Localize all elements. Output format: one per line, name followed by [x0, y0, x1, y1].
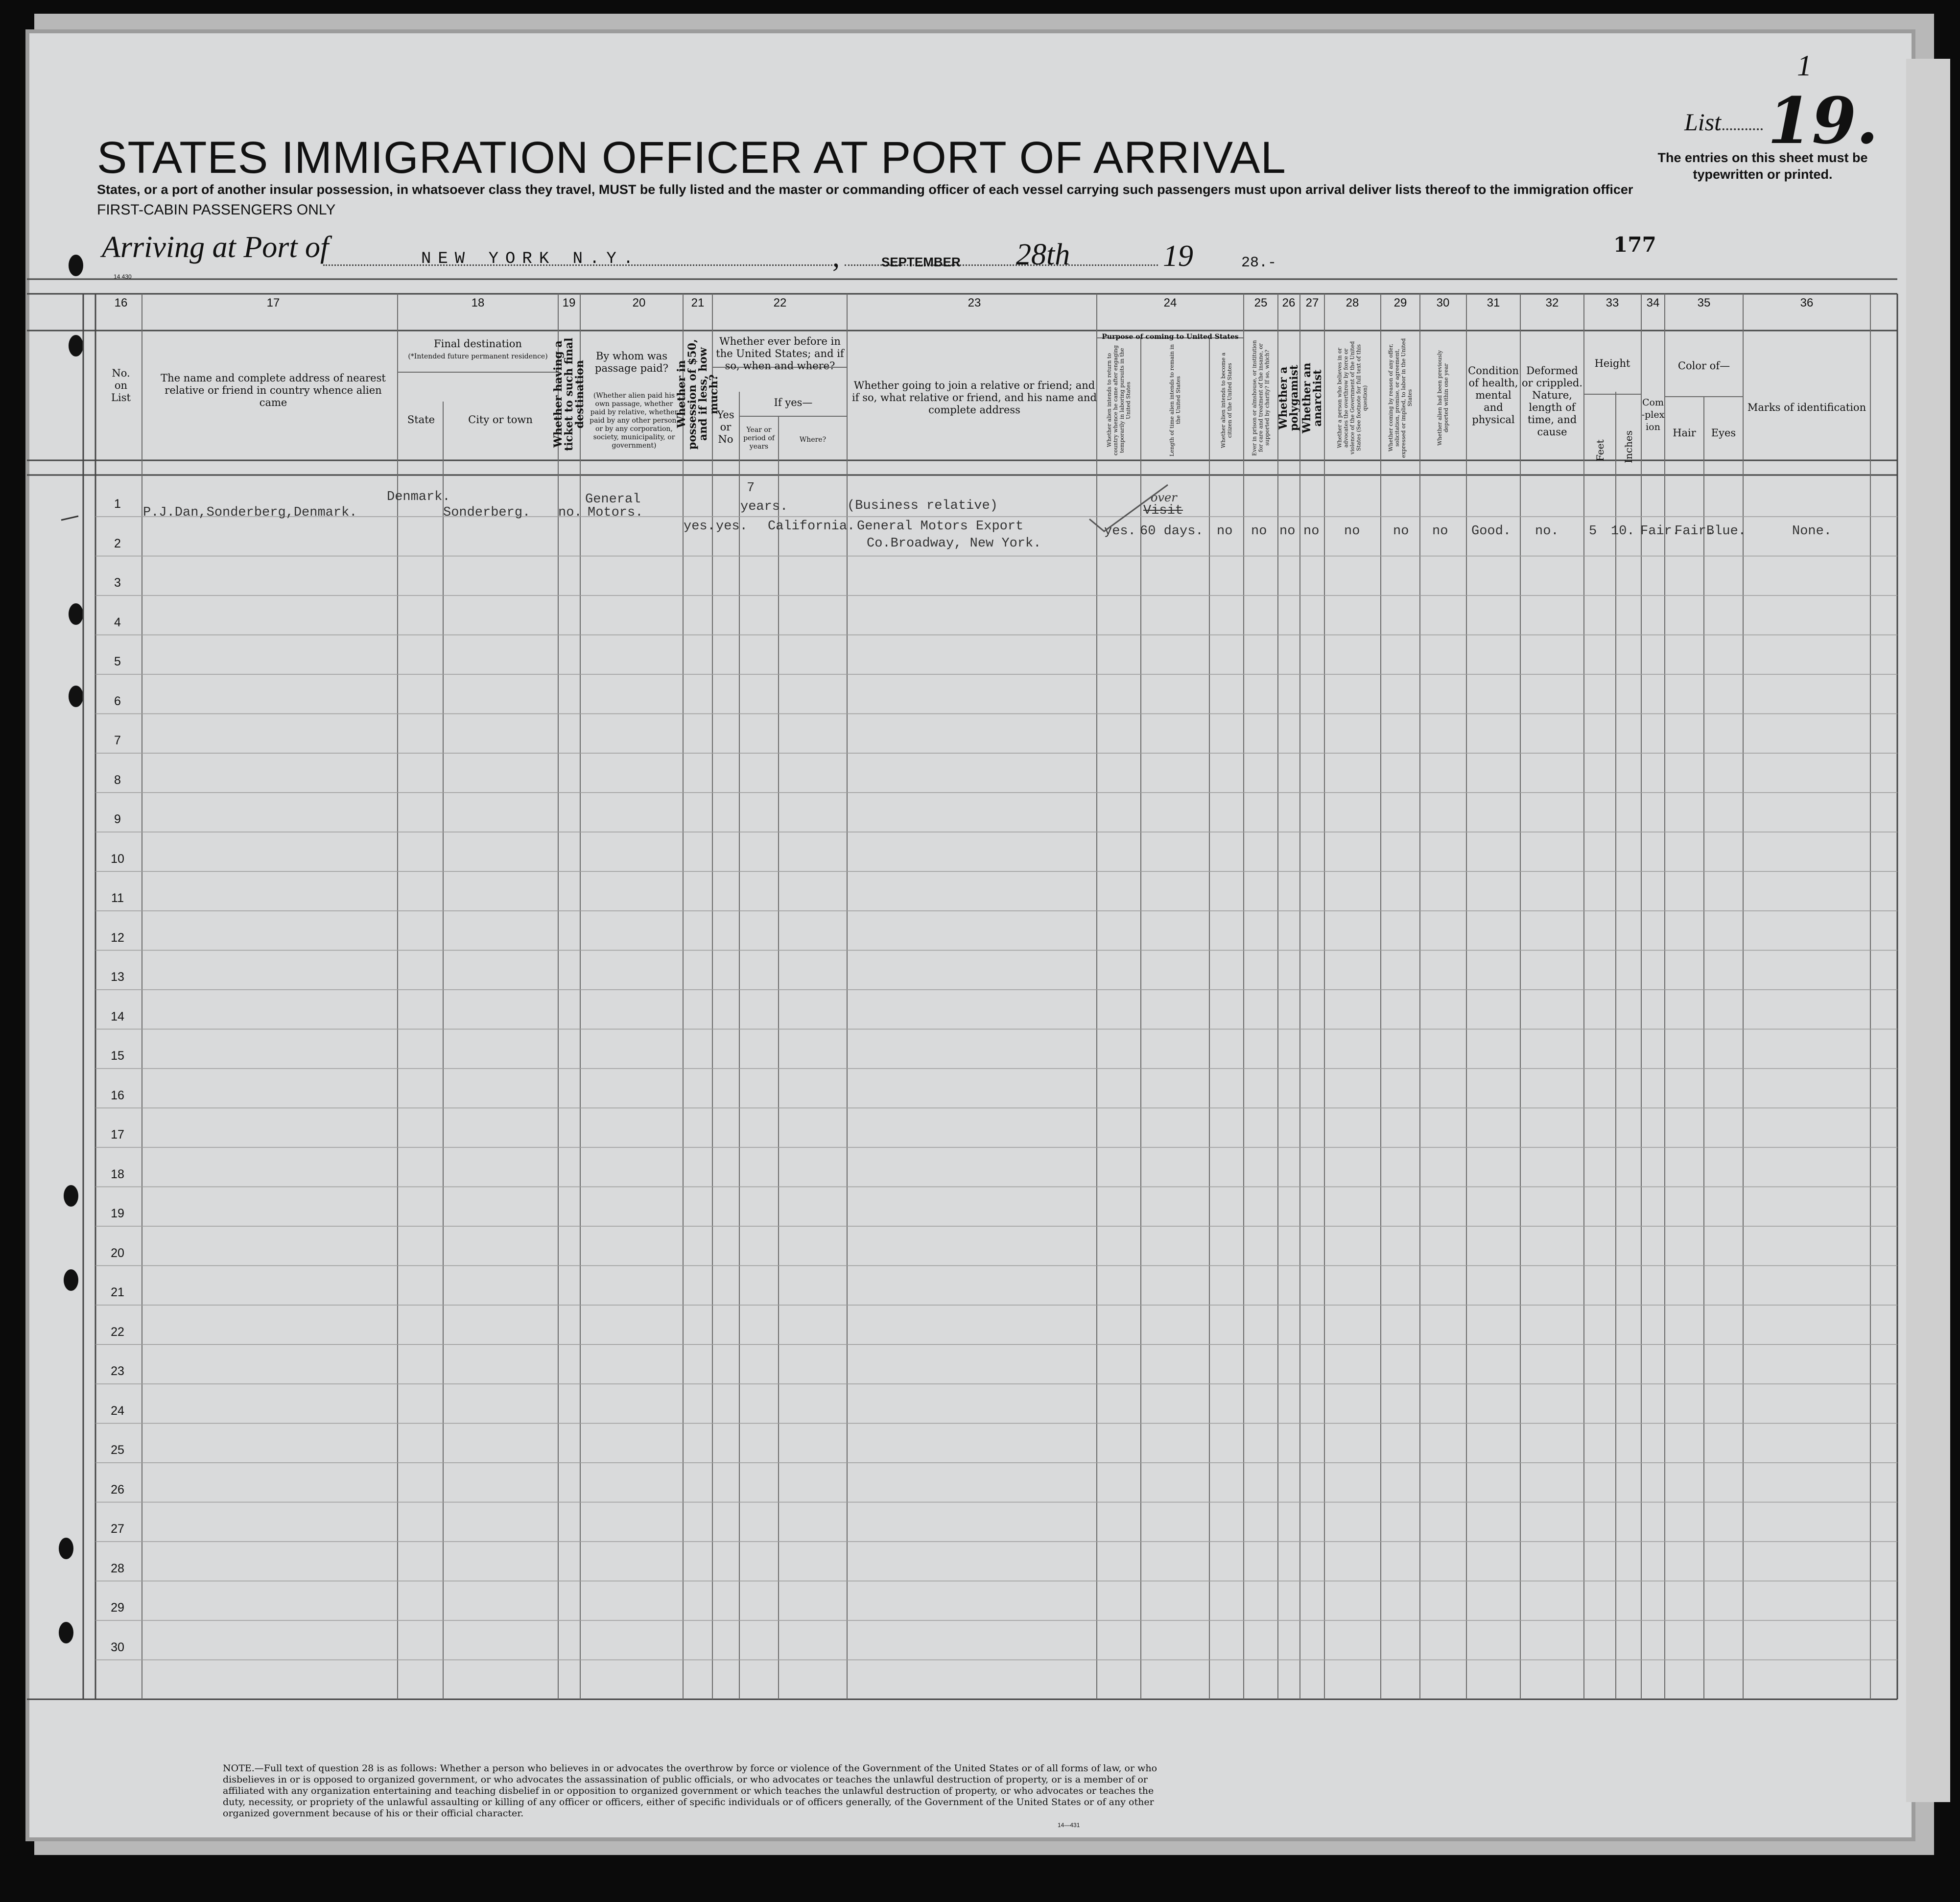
header-final-destination: Final destination — [434, 338, 522, 350]
list-number: 19. — [1768, 83, 1879, 158]
col-number: 35 — [1697, 296, 1711, 309]
row-number: 2 — [114, 536, 121, 550]
binder-hole-icon — [64, 1185, 78, 1207]
header-where: Where? — [799, 436, 827, 444]
row-number: 10 — [111, 852, 124, 866]
col-number: 18 — [471, 296, 485, 309]
col-number: 28 — [1346, 296, 1359, 309]
entry-inches: 10. — [1611, 524, 1635, 539]
list-dotted-line — [1719, 128, 1763, 130]
entry-paid-by-2: Motors. — [588, 505, 643, 520]
col-number: 23 — [968, 296, 981, 309]
col-number: 33 — [1606, 296, 1619, 309]
first-cabin-label: FIRST-CABIN PASSENGERS ONLY — [97, 202, 336, 218]
header-color: Color of— — [1677, 360, 1730, 372]
header-q29: Whether coming by reason of any offer, solicitation, promise, or agreement, expressed or implied, to labor in the United States — [1388, 338, 1413, 458]
entry-before-us: yes. — [716, 519, 748, 534]
header-relative: The name and complete address of nearest relative or friend in country whence alien came — [161, 372, 386, 408]
header-passage-sub: (Whether alien paid his own passage, whether paid by relative, whether paid by any other person, or by any corporation, society, municipality, or government) — [590, 392, 679, 450]
header-polygamist: Whether a polygamist — [1277, 364, 1300, 431]
row-number: 14 — [111, 1009, 124, 1023]
port-value: NEW YORK N.Y. — [421, 250, 640, 268]
col-number: 21 — [691, 296, 705, 309]
entry-feet: 5 — [1589, 524, 1597, 539]
year-suffix: 28.- — [1241, 255, 1277, 271]
entry-q29: no — [1393, 524, 1409, 539]
header-anarchist: Whether an anarchist — [1300, 362, 1324, 433]
binder-hole-icon — [69, 335, 83, 357]
row-number: 29 — [111, 1601, 124, 1615]
header-yes-no: Yes or No — [717, 409, 734, 445]
arriving-label: Arriving at Port of — [102, 231, 329, 264]
col-number: 27 — [1305, 296, 1319, 309]
entry-length: 60 days. — [1140, 524, 1204, 539]
entry-prison: no — [1251, 524, 1267, 539]
header-passage: By whom was passage paid? — [595, 350, 668, 374]
entry-length-struck: Visit — [1143, 503, 1183, 518]
binder-hole-icon — [59, 1538, 73, 1559]
col-number: 19 — [562, 296, 576, 309]
row-number: 5 — [114, 655, 121, 668]
header-feet: Feet — [1594, 439, 1606, 462]
header-eyes: Eyes — [1711, 427, 1736, 439]
header-join: Whether going to join a relative or friend; and if so, what relative or friend, and his name and complete address — [852, 380, 1097, 416]
row-number: 1 — [114, 497, 121, 511]
day-value: 28th — [1016, 238, 1070, 271]
binder-hole-icon — [69, 686, 83, 707]
row-number: 3 — [114, 576, 121, 590]
entry-state: Denmark. — [387, 490, 450, 504]
col-number: 34 — [1646, 296, 1660, 309]
entry-q30: no — [1432, 524, 1448, 539]
header-no-on-list: No. on List — [111, 367, 131, 404]
footer-code: 14—431 — [1058, 1822, 1080, 1829]
row-number: 19 — [111, 1207, 124, 1220]
row-number: 20 — [111, 1246, 124, 1260]
row-number: 16 — [111, 1088, 124, 1102]
entry-return: yes. — [1104, 524, 1136, 539]
footnote: NOTE.—Full text of question 28 is as follows: Whether a person who believes in or advocates the overthrow by force or violence of the Government of the United States or of all forms of law, or who disbelieves in or is opposed to organized government, or who advocates the assassination of public officials, or who advocates or teaches the unlawful destruction of property, or is a member of or affiliated with any organization entertaining and teaching disbelief in or opposition to organized government or which teaches the unlawful destruction of property, or who advocates or teaches the duty, necessity, or propriety of the unlawful assaulting or killing of any officer or officers, either of specific individuals or of officers generally, of the Government of the United States or of any other organized government because of his or their official character. — [223, 1763, 1157, 1819]
entry-relative: P.J.Dan,Sonderberg,Denmark. — [143, 505, 357, 520]
row-number: 25 — [111, 1443, 124, 1457]
entry-deformed: no. — [1535, 524, 1559, 539]
col-number: 24 — [1163, 296, 1177, 309]
form-code: 14 430 — [114, 273, 132, 280]
header-state: State — [407, 414, 435, 426]
col-number: 30 — [1436, 296, 1450, 309]
entry-hair: Fair. — [1675, 524, 1715, 539]
header-deformed: Deformed or crippled. Nature, length of time, and cause — [1521, 365, 1583, 438]
row-number: 7 — [114, 734, 121, 747]
tick-mark-icon — [59, 513, 83, 523]
col-number: 29 — [1393, 296, 1407, 309]
entry-q28: no — [1344, 524, 1360, 539]
binder-hole-icon — [59, 1622, 73, 1643]
header-purpose-citizen: Whether alien intends to become a citizen of the United States — [1220, 352, 1233, 449]
row-number: 30 — [111, 1640, 124, 1654]
row-number: 8 — [114, 773, 121, 787]
header-before-us: Whether ever before in the United States; and if so, when and where? — [716, 335, 844, 372]
entry-eyes: Blue. — [1706, 524, 1747, 539]
entries-note: The entries on this sheet must be typewritten or printed. — [1657, 150, 1868, 182]
col-number: 22 — [773, 296, 787, 309]
entry-join-1: (Business relative) — [847, 499, 998, 513]
header-ticket: Whether having a ticket to such final destination — [552, 337, 586, 451]
row-number: 22 — [111, 1325, 124, 1339]
row-number: 12 — [111, 930, 124, 945]
sheet-edge — [1906, 59, 1950, 1802]
instructions: States, or a port of another insular possession, in whatsoever class they travel, MUST be fully listed and the master or commanding officer of each vessel carrying such passengers must upon arrival deliver lists thereof to the immigration officer — [97, 182, 1633, 197]
header-year: Year or period of years — [743, 426, 775, 451]
col-number: 16 — [114, 296, 128, 309]
row-number: 26 — [111, 1482, 124, 1497]
entry-marks: None. — [1792, 524, 1832, 539]
comma: , — [832, 240, 840, 273]
entry-years-1: 7 — [747, 481, 755, 496]
header-complexion: Com-plexion — [1641, 397, 1665, 432]
entry-join-2: General Motors Export — [857, 519, 1024, 534]
row-number: 23 — [111, 1364, 124, 1378]
entry-citizen: no — [1217, 524, 1233, 539]
col-number: 36 — [1800, 296, 1814, 309]
top-mark: 1 — [1797, 49, 1812, 82]
header-prison: Ever in prison or almshouse, or institution for care and treatment of the insane, or supported by charity? If so, which? — [1251, 340, 1271, 456]
list-label: List — [1684, 108, 1722, 136]
header-money: Whether in possession of $50, and if less, how much? — [675, 339, 720, 450]
header-final-destination-sub: (*Intended future permanent residence) — [408, 353, 548, 360]
header-inches: Inches — [1623, 430, 1634, 463]
checkmark-icon — [1085, 480, 1173, 534]
binder-hole-icon — [69, 255, 83, 276]
entry-money: yes. — [684, 519, 715, 534]
entry-complexion: Fair. — [1640, 524, 1680, 539]
row-number: 4 — [114, 615, 121, 629]
entry-where: California. — [768, 519, 855, 534]
row-number: 11 — [111, 891, 124, 905]
binder-hole-icon — [69, 603, 83, 625]
entry-paid-by-1: General — [585, 492, 641, 507]
page-title: STATES IMMIGRATION OFFICER AT PORT OF ARRIVAL — [97, 133, 1286, 183]
header-q30: Whether alien had been previously deported within one year — [1437, 350, 1449, 446]
header-hair: Hair — [1673, 427, 1696, 439]
col-number: 25 — [1254, 296, 1268, 309]
col-number: 32 — [1545, 296, 1559, 309]
binder-hole-icon — [64, 1269, 78, 1291]
entry-years-2: years. — [740, 499, 788, 514]
year-prefix: 19 — [1163, 239, 1193, 273]
header-q28: Whether a person who believes in or advocates the overthrow by force or violence of the Government of the United States (See footnote for full text of this question) — [1336, 341, 1369, 455]
row-number: 17 — [111, 1128, 124, 1141]
col-number: 20 — [632, 296, 646, 309]
row-number: 9 — [114, 812, 121, 826]
col-number: 17 — [266, 296, 280, 309]
header-marks: Marks of identification — [1747, 402, 1866, 413]
header-purpose-length: Length of time alien intends to remain in the United States — [1169, 344, 1181, 456]
row-number: 18 — [111, 1167, 124, 1181]
header-purpose-return: Whether alien intends to return to country whence he came after engaging temporarily in laboring pursuits in the United States — [1106, 345, 1132, 456]
row-number: 13 — [111, 970, 124, 984]
row-number: 6 — [114, 694, 121, 708]
row-number: 21 — [111, 1285, 124, 1299]
entry-polygamist: no — [1279, 524, 1296, 539]
row-number: 15 — [111, 1049, 124, 1063]
month-value: SEPTEMBER — [881, 255, 961, 269]
header-if-yes: If yes— — [774, 397, 813, 408]
entry-length-handwritten: over — [1151, 491, 1177, 504]
entry-join-3: Co.Broadway, New York. — [867, 536, 1041, 551]
col-number: 31 — [1487, 296, 1500, 309]
sheet-number: 177 — [1613, 233, 1656, 257]
row-number: 28 — [111, 1561, 124, 1575]
entry-city: Sonderberg. — [443, 505, 531, 520]
entry-ticket: no. — [558, 505, 582, 520]
header-height: Height — [1594, 357, 1630, 369]
header-city: City or town — [468, 414, 533, 426]
entry-health: Good. — [1471, 524, 1511, 539]
entry-anarchist: no — [1303, 524, 1320, 539]
row-number: 24 — [111, 1403, 124, 1418]
header-purpose: Purpose of coming to United States — [1102, 333, 1239, 341]
header-health: Condition of health, mental and physical — [1468, 365, 1519, 426]
col-number: 26 — [1282, 296, 1296, 309]
row-number: 27 — [111, 1522, 124, 1536]
